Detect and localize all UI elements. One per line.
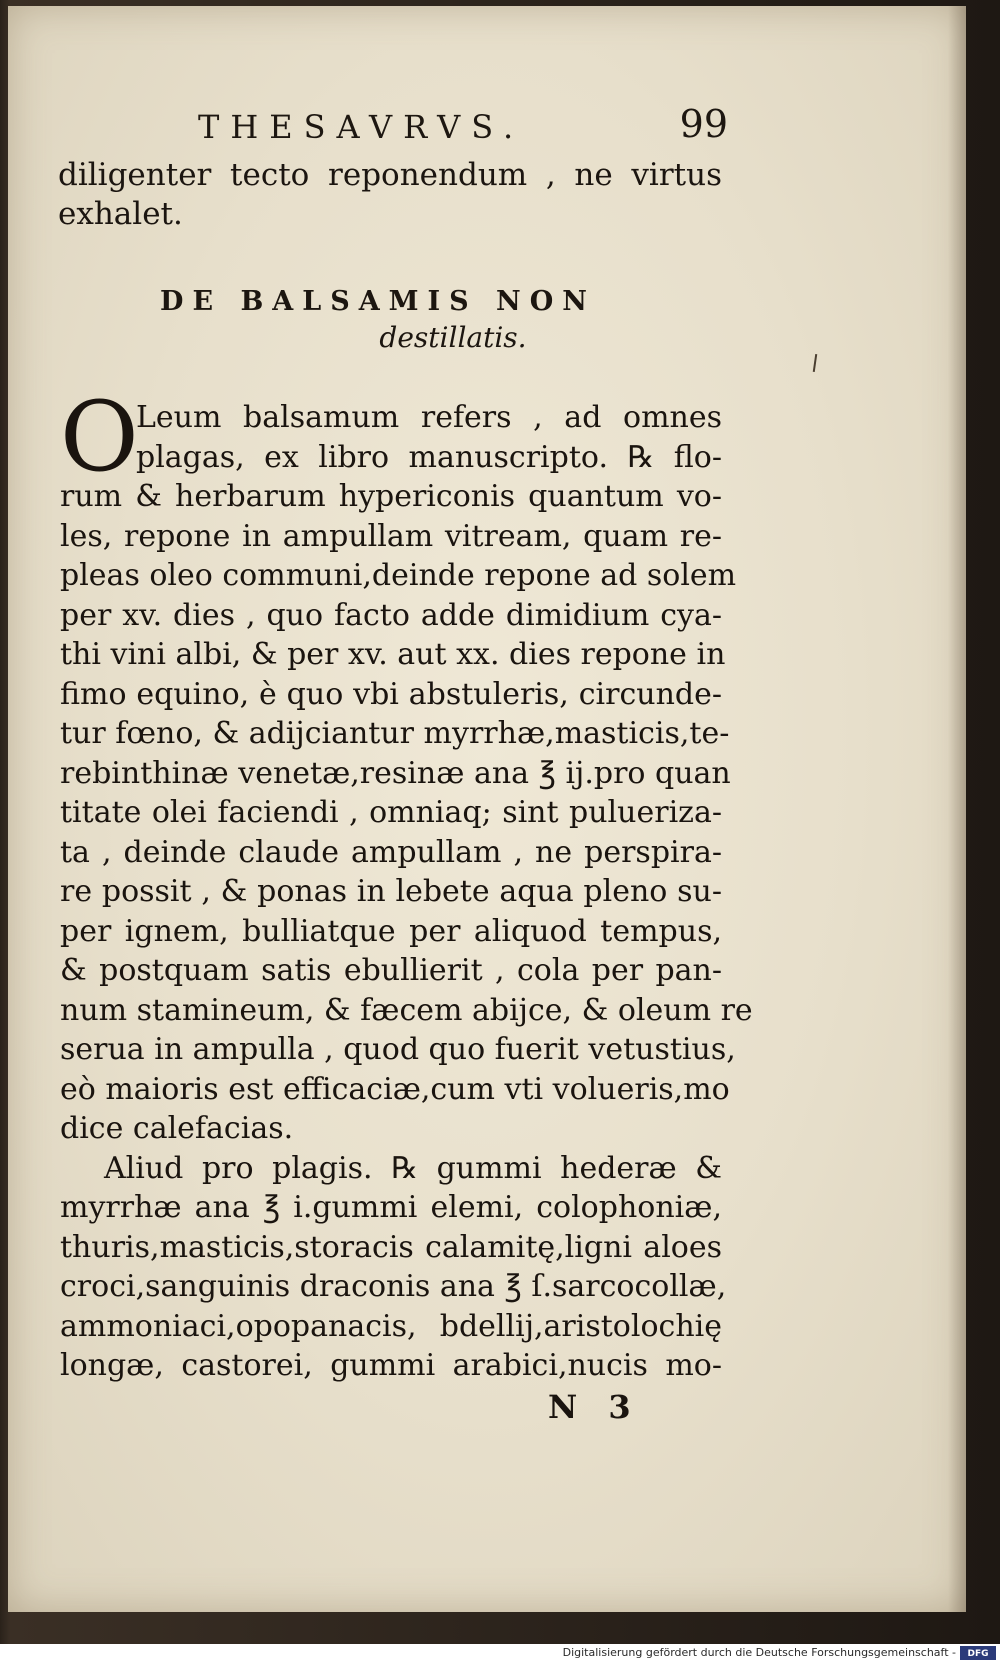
text-line: myrrhæ ana ℥ i.gummi elemi, colophoniæ, <box>60 1190 722 1225</box>
text-line: thuris,masticis,storacis calamitę,ligni aloes <box>60 1229 722 1265</box>
digitization-footer <box>0 1644 1000 1663</box>
body-text <box>60 381 753 1386</box>
text-line: les, repone in ampullam vitream, quam re- <box>60 518 722 554</box>
text-line: rum & herbarum hypericonis quantum vo- <box>60 479 722 514</box>
carryover-text <box>58 156 722 234</box>
text-line: thi vini albi, & per xv. aut xx. dies repone in <box>60 637 726 672</box>
dfg-logo-icon: DFG <box>960 1646 996 1660</box>
signature-mark: N 3 <box>548 1388 641 1426</box>
page-edge-shadow <box>948 6 966 1612</box>
text-line: Aliud pro plagis. ℞ gummi hederæ & <box>104 1150 722 1186</box>
running-title: THESAVRVS. <box>198 108 525 146</box>
text-line: plagas, ex libro manuscripto. ℞ flo- <box>136 439 722 475</box>
text-line: Leum balsamum refers , ad omnes <box>136 400 722 435</box>
text-line: num stamineum, & fæcem abijce, & oleum re <box>60 992 753 1028</box>
text-line: longæ, castorei, gummi arabici,nucis mo- <box>60 1348 722 1383</box>
section-heading-main: DE BALSAMIS NON <box>160 286 596 317</box>
text-line: per xv. dies , quo facto adde dimidium cya- <box>60 597 722 633</box>
text-line: ta , deinde claude ampullam , ne perspira- <box>60 834 722 870</box>
text-line: per ignem, bulliatque per aliquod tempus, <box>60 913 722 949</box>
margin-mark <box>813 354 817 372</box>
running-head <box>198 102 728 152</box>
text-line: diligenter tecto reponendum , ne virtus <box>58 157 722 193</box>
text-line: ammoniaci,opopanacis, bdellij,aristolochię <box>60 1308 722 1344</box>
text-line: re possit , & ponas in lebete aqua pleno su- <box>60 874 722 909</box>
text-line: dice calefacias. <box>60 1111 294 1146</box>
text-line: rebinthinæ venetæ,resinæ ana ℥ ij.pro quan <box>60 755 731 791</box>
text-line: pleas oleo communi,deinde repone ad solem <box>60 558 737 593</box>
section-heading <box>148 286 608 354</box>
text-line: & postquam satis ebullierit , cola per pan- <box>60 953 722 988</box>
text-line: exhalet. <box>58 196 183 232</box>
book-page <box>8 6 966 1612</box>
footer-credit: Digitalisierung gefördert durch die Deutsche Forschungsgemeinschaft - <box>562 1646 956 1659</box>
text-line: croci,sanguinis draconis ana ℥ ſ.sarcocollæ, <box>60 1269 727 1304</box>
section-heading-sub: destillatis. <box>379 321 527 354</box>
text-line: titate olei faciendi , omniaq; sint pulueriza- <box>60 795 722 830</box>
text-line: tur fœno, & adijciantur myrrhæ,masticis,te- <box>60 716 730 751</box>
text-line: fimo equino, è quo vbi abstuleris, circunde- <box>60 676 722 712</box>
text-line: eò maioris est efficaciæ,cum vti volueris,mo <box>60 1071 730 1107</box>
drop-initial: O <box>60 381 139 493</box>
text-line: serua in ampulla , quod quo fuerit vetustius, <box>60 1032 736 1067</box>
page-number: 99 <box>679 102 728 146</box>
